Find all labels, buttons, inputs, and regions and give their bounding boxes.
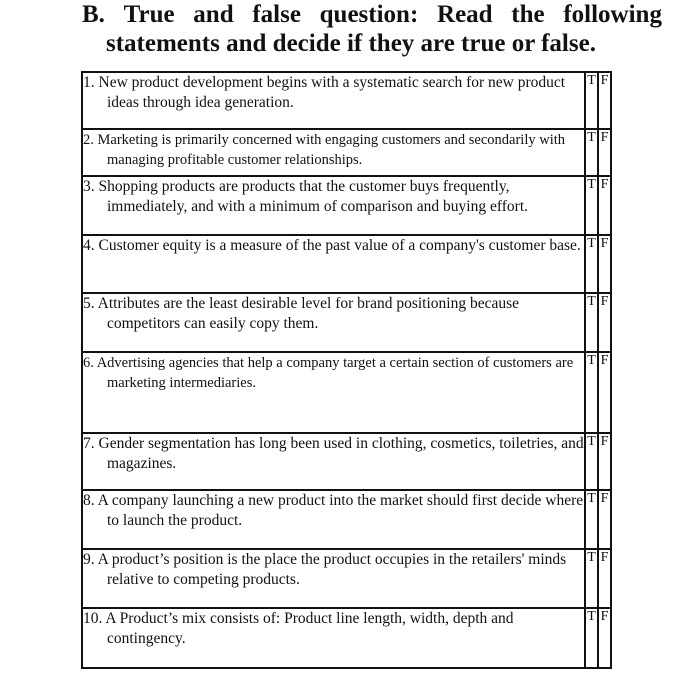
question-cell [82, 549, 585, 608]
heading-line-1 [82, 0, 662, 29]
false-option[interactable]: F [598, 352, 611, 433]
false-option[interactable]: F [598, 235, 611, 293]
true-option[interactable]: T [585, 490, 598, 549]
true-option[interactable]: T [585, 352, 598, 433]
question-row [82, 72, 611, 129]
true-option[interactable]: T [585, 176, 598, 235]
heading-line-2: statements and decide if they are true or false. [106, 30, 596, 57]
false-option[interactable]: F [598, 549, 611, 608]
question-cell [82, 490, 585, 549]
heading-word: following [563, 1, 662, 28]
heading-word: the [511, 1, 545, 28]
question-text: 7. Gender segmentation has long been used in clothing, cosmetics, toiletries, and magazines. [83, 435, 584, 472]
question-text: 8. A company launching a new product into the market should first decide where to launch the product. [83, 492, 584, 529]
question-row [82, 129, 611, 176]
question-row [82, 549, 611, 608]
question-cell [82, 176, 585, 235]
question-row [82, 608, 611, 668]
question-row [82, 433, 611, 490]
false-option[interactable]: F [598, 608, 611, 668]
false-option[interactable]: F [598, 129, 611, 176]
true-option[interactable]: T [585, 293, 598, 352]
question-cell [82, 235, 585, 293]
question-text: 2. Marketing is primarily concerned with engaging customers and secondarily with managing profitable customer relationships. [83, 132, 565, 168]
heading-word: question: [319, 1, 419, 28]
question-text: 5. Attributes are the least desirable level for brand positioning because competitors can easily copy them. [83, 295, 520, 332]
false-option[interactable]: F [598, 433, 611, 490]
true-option[interactable]: T [585, 433, 598, 490]
section-heading [82, 0, 662, 58]
heading-word: false [252, 1, 301, 28]
question-cell [82, 608, 585, 668]
false-option[interactable]: F [598, 176, 611, 235]
question-cell [82, 293, 585, 352]
question-row [82, 176, 611, 235]
false-option[interactable]: F [598, 72, 611, 129]
true-option[interactable]: T [585, 549, 598, 608]
question-row [82, 352, 611, 433]
question-row [82, 293, 611, 352]
heading-word: True [123, 1, 175, 28]
question-cell [82, 352, 585, 433]
question-cell [82, 129, 585, 176]
question-text: 10. A Product’s mix consists of: Product line length, width, depth and contingency. [83, 610, 514, 647]
heading-word: Read [437, 1, 493, 28]
true-option[interactable]: T [585, 72, 598, 129]
question-text: 3. Shopping products are products that the customer buys frequently, immediately, and with a minimum of comparison and buying effort. [83, 178, 528, 215]
true-option[interactable]: T [585, 235, 598, 293]
question-text: 4. Customer equity is a measure of the past value of a company's customer base. [83, 237, 581, 254]
true-option[interactable]: T [585, 608, 598, 668]
heading-word: B. [82, 1, 105, 28]
false-option[interactable]: F [598, 490, 611, 549]
question-row [82, 490, 611, 549]
heading-word: and [193, 1, 234, 28]
question-text: 9. A product’s position is the place the product occupies in the retailers' minds relative to competing products. [83, 551, 567, 588]
question-cell [82, 72, 585, 129]
true-false-table [81, 71, 612, 669]
question-cell [82, 433, 585, 490]
question-text: 1. New product development begins with a systematic search for new product ideas through idea generation. [83, 74, 566, 111]
question-row [82, 235, 611, 293]
true-option[interactable]: T [585, 129, 598, 176]
question-text: 6. Advertising agencies that help a company target a certain section of customers are marketing intermediaries. [83, 355, 574, 391]
false-option[interactable]: F [598, 293, 611, 352]
